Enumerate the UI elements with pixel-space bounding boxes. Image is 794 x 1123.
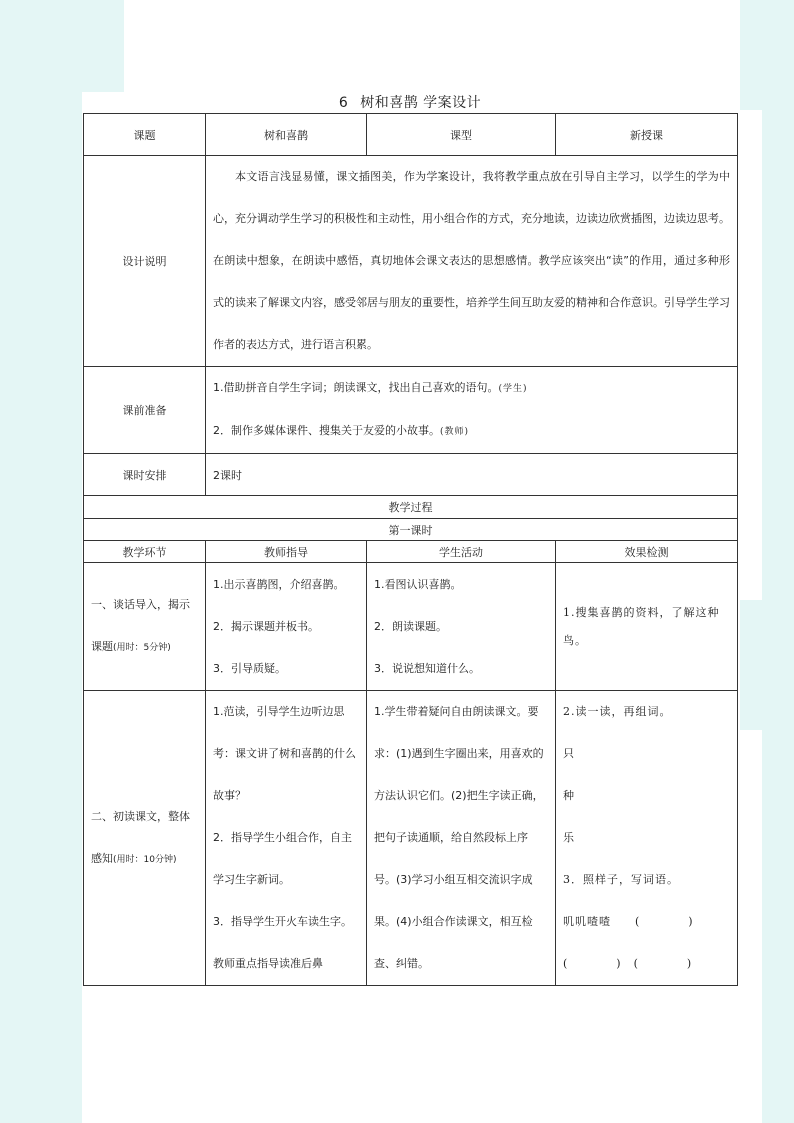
type-label: 课型 xyxy=(367,114,556,156)
schedule-label: 课时安排 xyxy=(84,454,206,496)
lesson-title: 第一课时 xyxy=(84,519,738,541)
stage-cell: 二、初读课文，整体感知(用时：10分钟) xyxy=(84,691,206,986)
handwritten-note: (教师) xyxy=(440,427,470,437)
topic-label: 课题 xyxy=(84,114,206,156)
prep-label: 课前准备 xyxy=(84,367,206,454)
list-item: ( ) ( ) xyxy=(563,957,693,970)
stage-cell: 一、谈话导入，揭示课题(用时：5分钟) xyxy=(84,563,206,691)
background-strip xyxy=(82,0,124,92)
list-item: 3．说说想知道什么。 xyxy=(374,661,480,675)
list-item: 1.看图认识喜鹊。 xyxy=(374,577,462,591)
process-title-row xyxy=(84,496,738,519)
list-item: 1.范读，引导学生边听边思考：课文讲了树和喜鹊的什么故事？ xyxy=(213,705,356,802)
background-strip xyxy=(740,600,794,730)
prep-item: 2．制作多媒体课件、搜集关于友爱的小故事。(教师) xyxy=(213,424,470,437)
list-item: 1.学生带着疑问自由朗读课文。要求：(1)遇到生字圈出来，用喜欢的方法认识它们。(2)把生字读正确，把句子读通顺，给自然段标上序号。(3)学习小组互相交流识字成果。(4)小组合作读课文，相互检查、纠错。 xyxy=(374,705,544,970)
table-row xyxy=(84,691,738,986)
stage-time: (用时：5分钟) xyxy=(113,643,171,653)
list-item: 种 xyxy=(563,789,575,802)
list-item: 叽叽喳喳 ( ) xyxy=(563,915,694,928)
document-title xyxy=(82,92,738,112)
schedule-row xyxy=(84,454,738,496)
prep-content xyxy=(206,367,738,454)
schedule-value: 2课时 xyxy=(206,454,738,496)
column-header: 效果检测 xyxy=(556,541,738,563)
list-item: 只 xyxy=(563,747,575,760)
list-item: 2．朗读课题。 xyxy=(374,619,447,633)
column-header: 教师指导 xyxy=(206,541,367,563)
prep-item: 1.借助拼音自学生字词；朗读课文，找出自己喜欢的语句。(学生) xyxy=(213,381,528,394)
list-item: 2．指导学生小组合作，自主学习生字新词。 xyxy=(213,831,352,886)
check-cell xyxy=(556,691,738,986)
prep-row xyxy=(84,367,738,454)
header-row xyxy=(84,114,738,156)
list-item: 2.读一读，再组词。 xyxy=(563,705,672,718)
lesson-title-row xyxy=(84,519,738,541)
type-value: 新授课 xyxy=(556,114,738,156)
column-header: 教学环节 xyxy=(84,541,206,563)
design-text: 本文语言浅显易懂，课文插图美，作为学案设计，我将教学重点放在引导自主学习，以学生的学为中心，充分调动学生学习的积极性和主动性，用小组合作的方式，充分地读，边读边欣赏插图，边读边思考。在朗读中想象，在朗读中感悟，真切地体会课文表达的思想感情。教学应该突出“读”的作用，通过多种形式的读来了解课文内容，感受邻居与朋友的重要性，培养学生间互助友爱的精神和合作意识。引导学生学习作者的表达方式，进行语言积累。 xyxy=(206,156,738,367)
list-item: 1.出示喜鹊图，介绍喜鹊。 xyxy=(213,577,345,591)
teacher-cell xyxy=(206,563,367,691)
check-cell: 1.搜集喜鹊的资料，了解这种鸟。 xyxy=(556,563,738,691)
design-row xyxy=(84,156,738,367)
process-title: 教学过程 xyxy=(84,496,738,519)
list-item: 3．指导学生开火车读生字。教师重点指导读准后鼻 xyxy=(213,915,352,970)
student-cell xyxy=(367,563,556,691)
background-strip xyxy=(740,0,794,110)
list-item: 乐 xyxy=(563,831,575,844)
table-row xyxy=(84,563,738,691)
background-strip xyxy=(124,980,740,1123)
title-text: 树和喜鹊 学案设计 xyxy=(360,95,482,111)
list-item: 2．揭示课题并板书。 xyxy=(213,619,319,633)
list-item: 3．引导质疑。 xyxy=(213,661,286,675)
lesson-number: 6 xyxy=(338,95,349,111)
topic-value: 树和喜鹊 xyxy=(206,114,367,156)
student-cell xyxy=(367,691,556,986)
lesson-plan-table xyxy=(83,113,738,986)
list-item: 3．照样子，写词语。 xyxy=(563,873,679,886)
handwritten-note: (学生) xyxy=(498,384,528,394)
design-label: 设计说明 xyxy=(84,156,206,367)
column-header: 学生活动 xyxy=(367,541,556,563)
column-header-row xyxy=(84,541,738,563)
stage-time: (用时：10分钟) xyxy=(113,854,177,865)
teacher-cell xyxy=(206,691,367,986)
